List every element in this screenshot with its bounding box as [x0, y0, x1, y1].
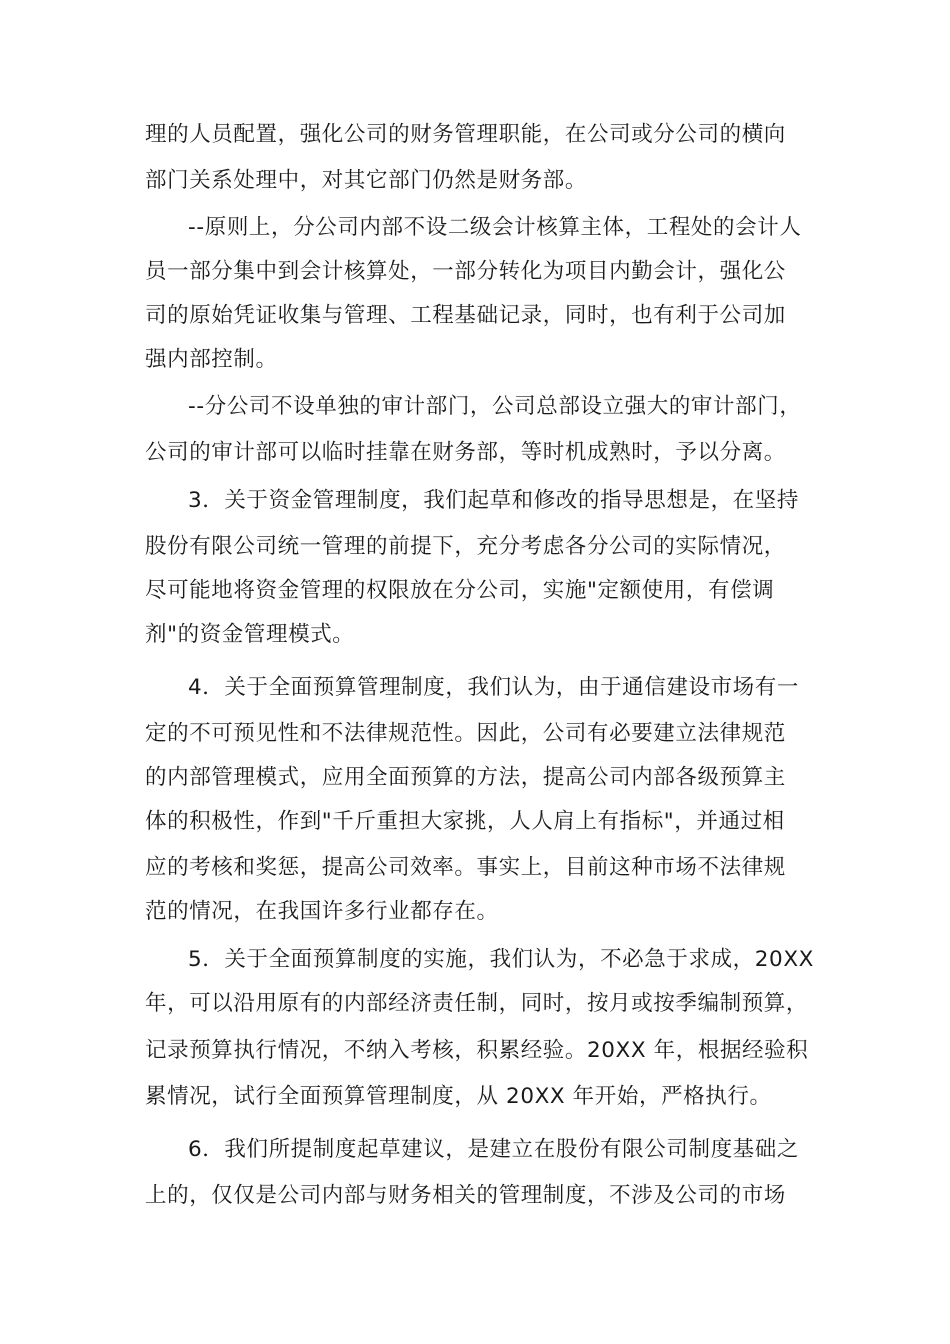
text-line: 股份有限公司统一管理的前提下，充分考虑各分公司的实际情况， — [145, 534, 786, 559]
text-line: 定的不可预见性和不法律规范性。因此，公司有必要建立法律规范 — [145, 721, 786, 746]
text-line: 应的考核和奖惩，提高公司效率。事实上，目前这种市场不法律规 — [145, 855, 786, 880]
text-line: 理的人员配置，强化公司的财务管理职能，在公司或分公司的横向 — [145, 122, 786, 147]
text-line: --原则上，分公司内部不设二级会计核算主体，工程处的会计人 — [188, 215, 802, 240]
text-line: 6．我们所提制度起草建议，是建立在股份有限公司制度基础之 — [188, 1137, 799, 1162]
text-line: 累情况，试行全面预算管理制度，从 20XX 年开始，严格执行。 — [145, 1084, 772, 1109]
text-line: 5．关于全面预算制度的实施，我们认为，不必急于求成，20XX — [188, 947, 814, 972]
text-line: 员一部分集中到会计核算处，一部分转化为项目内勤会计，强化公 — [145, 259, 786, 284]
text-line: 公司的审计部可以临时挂靠在财务部，等时机成熟时，予以分离。 — [145, 440, 786, 465]
text-line: 上的，仅仅是公司内部与财务相关的管理制度，不涉及公司的市场 — [145, 1183, 786, 1208]
text-line: 强内部控制。 — [145, 347, 278, 372]
text-line: 司的原始凭证收集与管理、工程基础记录，同时，也有利于公司加 — [145, 303, 786, 328]
text-line: 3．关于资金管理制度，我们起草和修改的指导思想是，在坚持 — [188, 488, 799, 513]
text-line: 剂"的资金管理模式。 — [145, 622, 355, 647]
text-line: 部门关系处理中，对其它部门仍然是财务部。 — [145, 168, 588, 193]
text-line: 4．关于全面预算管理制度，我们认为，由于通信建设市场有一 — [188, 675, 799, 700]
text-line: 体的积极性，作到"千斤重担大家挑，人人肩上有指标"，并通过相 — [145, 809, 785, 834]
text-line: 年，可以沿用原有的内部经济责任制，同时，按月或按季编制预算， — [145, 991, 809, 1016]
text-line: 的内部管理模式，应用全面预算的方法，提高公司内部各级预算主 — [145, 765, 786, 790]
text-line: 范的情况，在我国许多行业都存在。 — [145, 899, 499, 924]
text-line: 记录预算执行情况，不纳入考核，积累经验。20XX 年，根据经验积 — [145, 1038, 809, 1063]
text-line: 尽可能地将资金管理的权限放在分公司，实施"定额使用，有偿调 — [145, 578, 775, 603]
text-line: --分公司不设单独的审计部门，公司总部设立强大的审计部门， — [188, 394, 802, 419]
